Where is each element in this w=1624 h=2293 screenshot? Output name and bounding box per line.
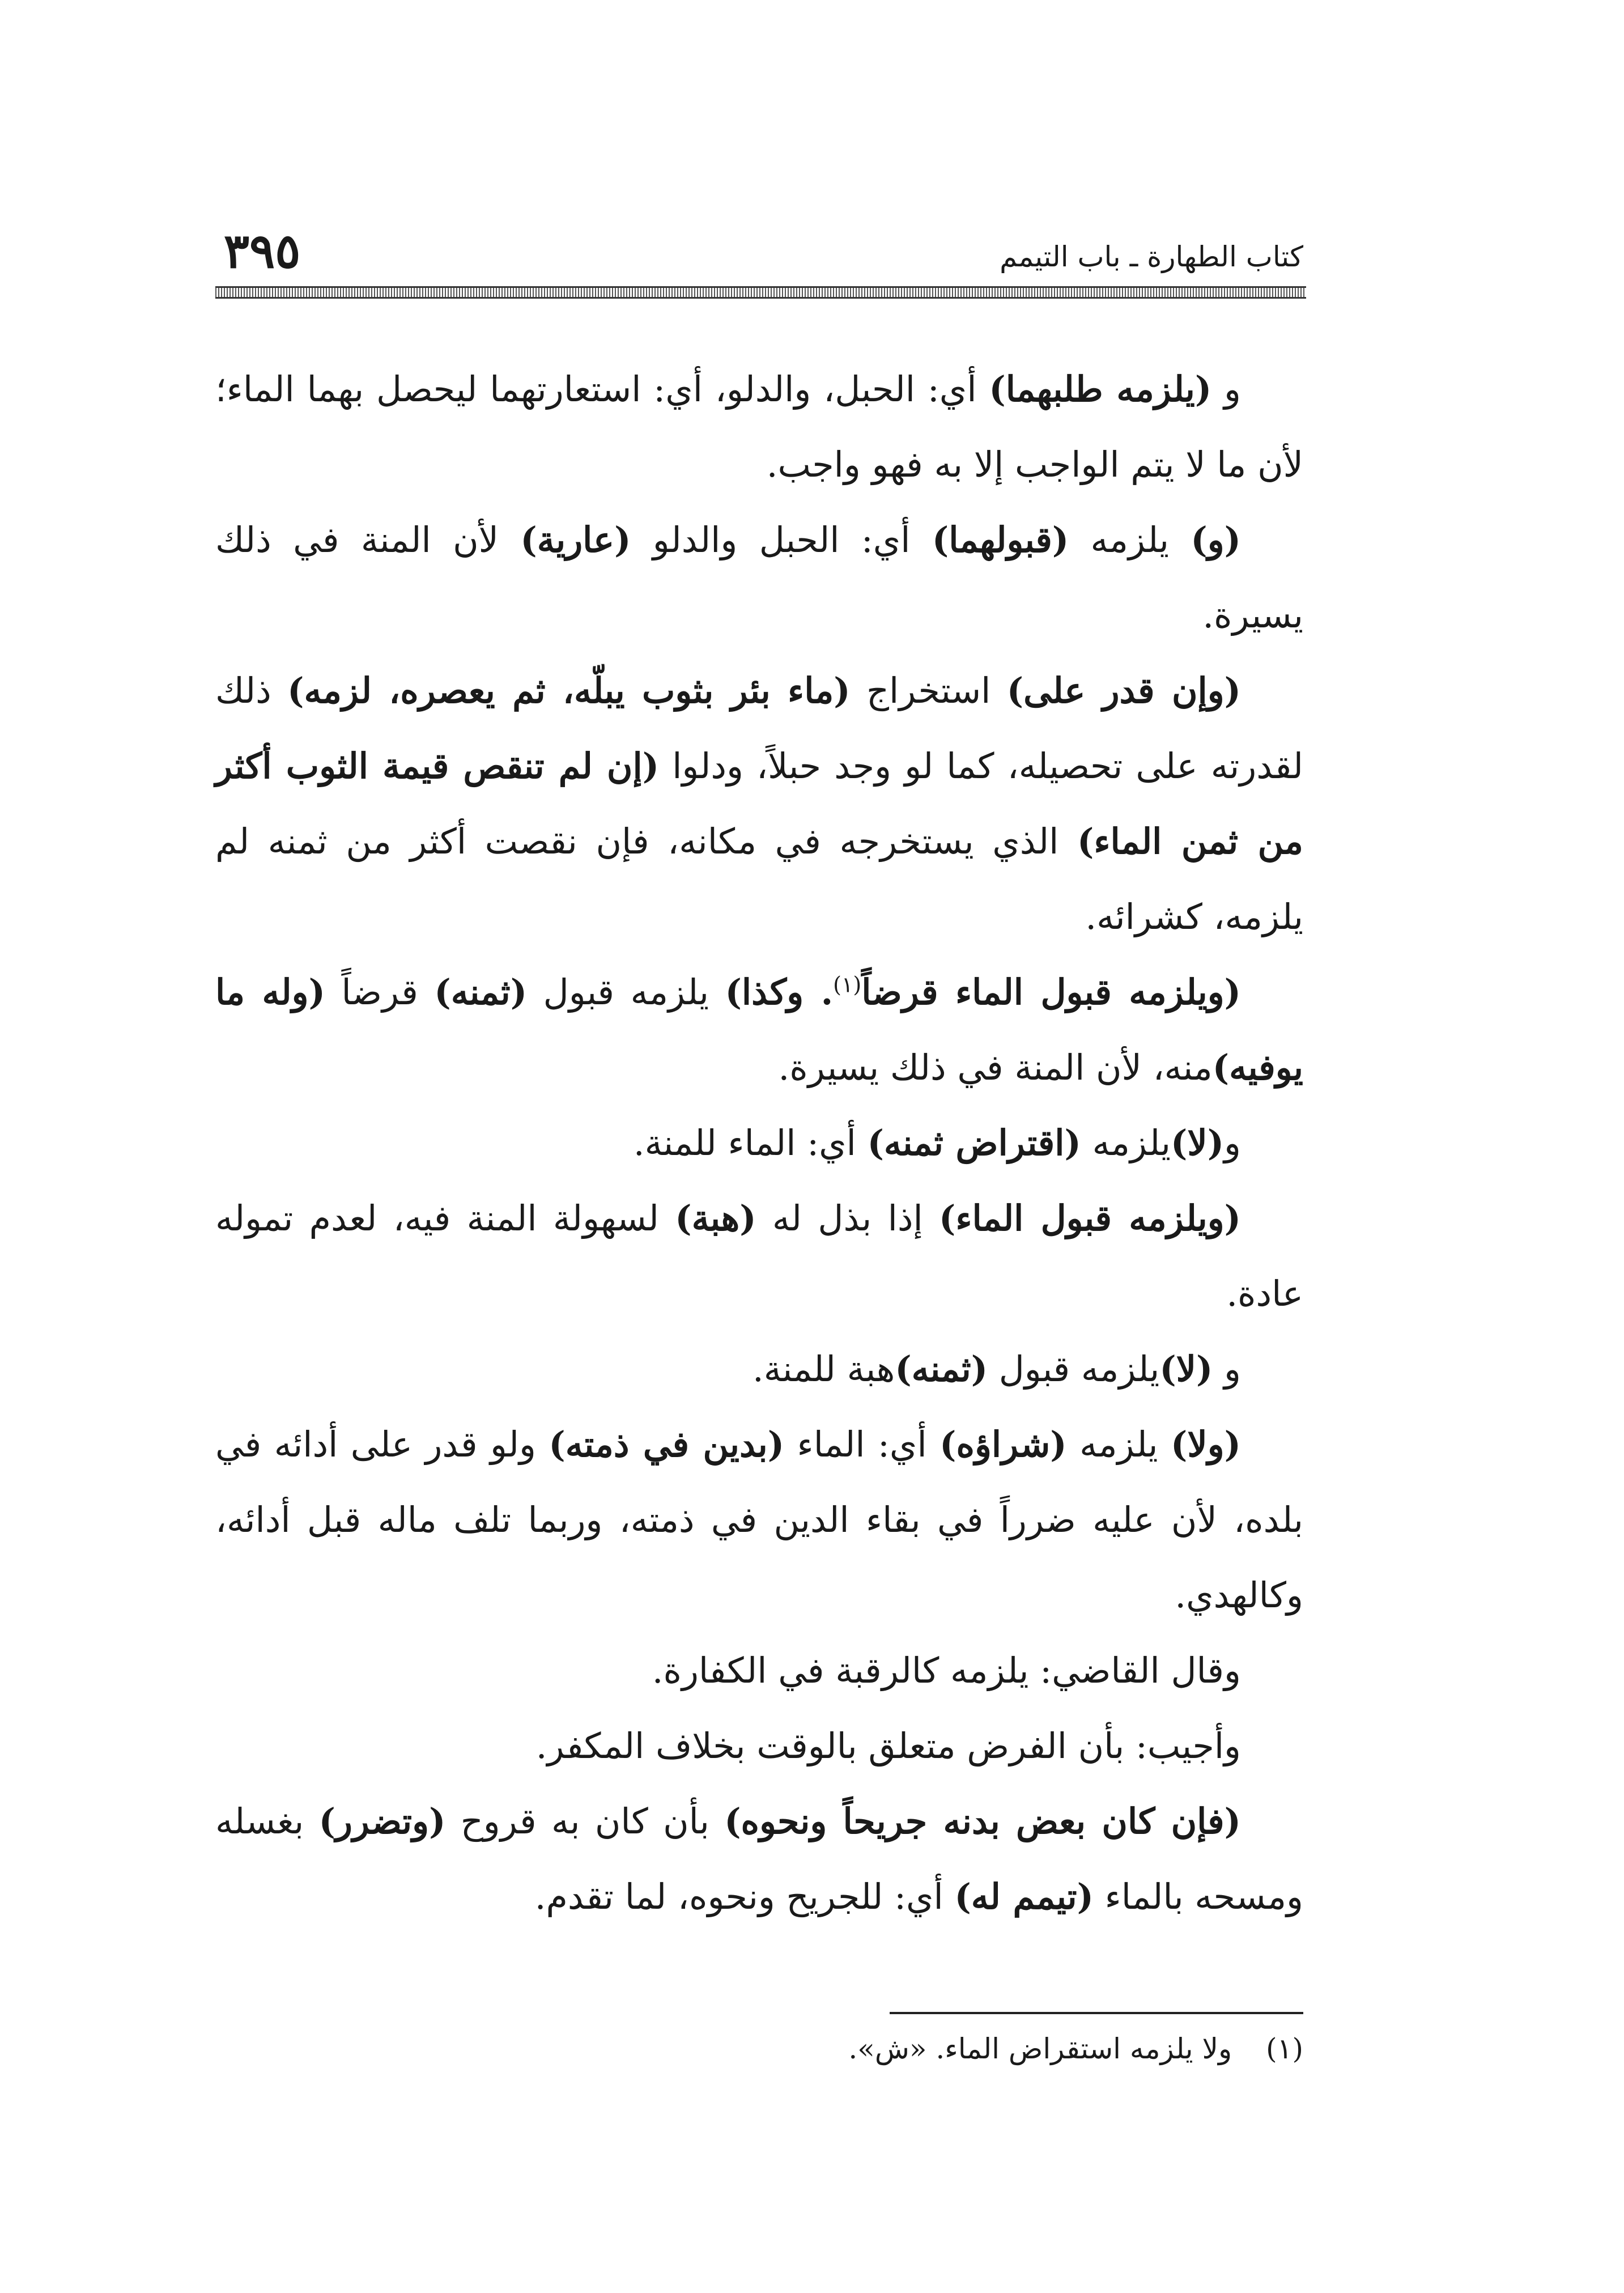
paragraph xyxy=(215,351,1303,502)
footnote-rule xyxy=(890,2012,1303,2014)
sharh-text: و xyxy=(1213,1348,1241,1390)
sharh-text: الذي يستخرجه في مكانه، فإن نقصت أكثر من ثمنه لم يلزمه، كشرائه. xyxy=(215,821,1303,937)
matn-text: (وإن قدر على) xyxy=(1006,670,1241,711)
footnote-1 xyxy=(227,2026,1303,2071)
matn-text: (يلزمه طلبهما) xyxy=(989,368,1212,410)
sharh-text: لأن المنة في ذلك يسيرة. xyxy=(215,519,1303,636)
matn-text: (ويلزمه قبول الماء قرضاً xyxy=(861,971,1241,1013)
sharh-text: إذا بذل له xyxy=(756,1198,939,1239)
footnote-text: ولا يلزمه استقراض الماء. «ش». xyxy=(848,2032,1232,2065)
matn-text: (ولا) xyxy=(1171,1424,1241,1465)
matn-text: (قبولهما) xyxy=(932,519,1069,560)
sharh-text: وقال القاضي: يلزمه كالرقبة في الكفارة. xyxy=(652,1650,1241,1691)
paragraph xyxy=(215,1633,1303,1708)
sharh-text: يلزمه قبول xyxy=(988,1348,1160,1390)
sharh-text: يلزمه xyxy=(1066,1424,1171,1465)
running-title: كتاب الطهارة ـ باب التيمم xyxy=(1000,240,1303,273)
sharh-text: يلزمه قبول xyxy=(527,971,725,1013)
sharh-text: ولو قدر على أدائه في بلده، لأن عليه ضرراً في بقاء الدين في ذمته، وربما تلف ماله قبل أدائه، وكالهدي. xyxy=(215,1424,1303,1616)
header-rule xyxy=(215,286,1306,299)
sharh-text: ذلك لقدرته على تحصيله، كما لو وجد حبلاً، ودلوا xyxy=(215,670,1303,787)
sharh-text: و xyxy=(1211,368,1241,410)
paragraph xyxy=(215,1784,1303,1934)
sharh-text: لسهولة المنة فيه، لعدم تموله عادة. xyxy=(215,1198,1303,1314)
footnote-reference: (١) xyxy=(833,972,862,997)
paragraph xyxy=(215,653,1303,954)
sharh-text: قرضاً xyxy=(325,971,435,1013)
sharh-text: استخراج xyxy=(850,670,1007,711)
paragraph xyxy=(215,502,1303,653)
page-header xyxy=(224,224,1303,286)
matn-text: (ويلزمه قبول الماء) xyxy=(939,1198,1241,1239)
page-number: ٣٩٥ xyxy=(224,223,301,279)
sharh-text: منه، لأن المنة في ذلك يسيرة. xyxy=(778,1047,1213,1088)
matn-text: (فإن كان بعض بدنه جريحاً ونحوه) xyxy=(724,1801,1242,1842)
matn-text: (هبة) xyxy=(675,1198,756,1239)
matn-text: . وكذا) xyxy=(725,971,834,1013)
sharh-text: أي: للجريح ونحوه، لما تقدم. xyxy=(534,1876,955,1917)
matn-text: (وله ما يوفيه) xyxy=(215,971,1303,1088)
matn-text: (تيمم له) xyxy=(954,1876,1094,1917)
sharh-text: أي: الحبل، والدلو، أي: استعارتهما ليحصل بهما الماء؛ لأن ما لا يتم الواجب إلا به فهو واجب. xyxy=(215,368,1303,485)
matn-text: (عارية) xyxy=(520,519,631,560)
paragraph xyxy=(215,1708,1303,1784)
matn-text: (ماء بئر بثوب يبلّه، ثم يعصره، لزمه) xyxy=(287,670,851,711)
sharh-text: بغسله ومسحه بالماء xyxy=(215,1801,1303,1917)
paragraph xyxy=(215,1331,1303,1407)
matn-text: (ثمنه) xyxy=(895,1348,988,1390)
sharh-text: أي: الماء للمنة. xyxy=(633,1122,868,1164)
sharh-text: هبة للمنة. xyxy=(753,1348,895,1390)
sharh-text: أي: الحبل والدلو xyxy=(631,519,932,560)
matn-text: (شراؤه) xyxy=(939,1424,1067,1465)
sharh-text: و xyxy=(1224,1122,1241,1164)
matn-text: (اقتراض ثمنه) xyxy=(867,1122,1081,1164)
paragraph xyxy=(215,1181,1303,1331)
sharh-text: يلزمه xyxy=(1081,1122,1171,1164)
matn-text: (ثمنه) xyxy=(434,971,528,1013)
matn-text: (لا) xyxy=(1171,1122,1225,1164)
sharh-text: يلزمه xyxy=(1069,519,1191,560)
matn-text: (لا) xyxy=(1159,1348,1213,1390)
paragraph xyxy=(215,954,1303,1105)
paragraph xyxy=(215,1407,1303,1633)
footnote-number: (١) xyxy=(1266,2032,1303,2065)
sharh-text: أي: الماء xyxy=(784,1424,940,1465)
paragraph xyxy=(215,1105,1303,1181)
sharh-text: وأجيب: بأن الفرض متعلق بالوقت بخلاف المكفر. xyxy=(535,1725,1241,1767)
matn-text: (و) xyxy=(1191,519,1242,560)
matn-text: (بدين في ذمته) xyxy=(549,1424,785,1465)
matn-text: (وتضرر) xyxy=(318,1801,446,1842)
sharh-text: بأن كان به قروح xyxy=(445,1801,725,1842)
main-text xyxy=(215,351,1303,1934)
matn-text: (إن لم تنقص قيمة الثوب أكثر من ثمن الماء) xyxy=(215,745,1303,862)
